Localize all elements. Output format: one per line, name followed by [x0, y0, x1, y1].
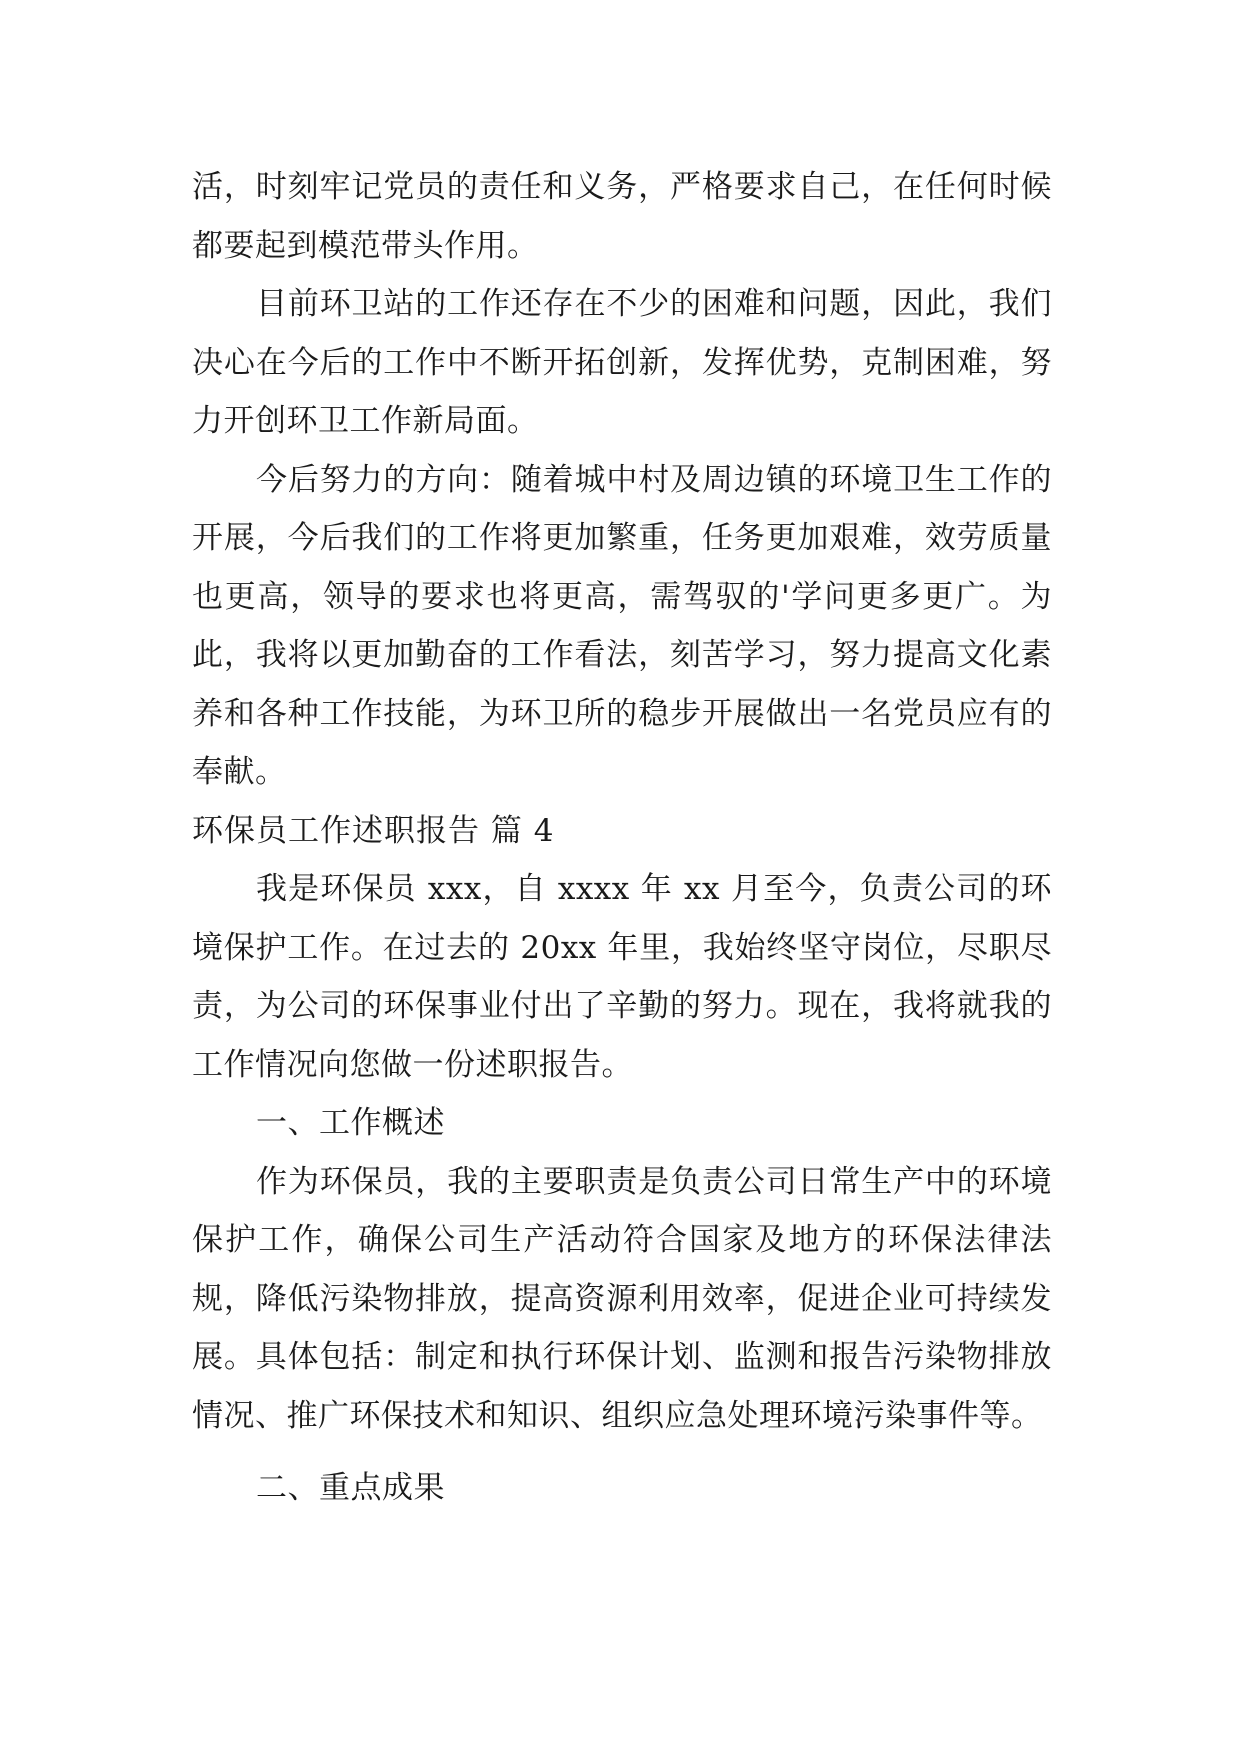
section-title-report-4: 环保员工作述职报告 篇 4: [192, 812, 555, 849]
paragraph-continuation: 活，时刻牢记党员的责任和义务，严格要求自己，在任何时候都要起到模范带头作用。: [192, 169, 1052, 264]
subheading-key-achievements: 二、重点成果: [256, 1470, 445, 1506]
document-body: [192, 158, 1052, 1518]
paragraph-difficulties: 目前环卫站的工作还存在不少的困难和问题，因此，我们决心在今后的工作中不断开拓创新，发挥优势，克制困难，努力开创环卫工作新局面。: [192, 286, 1052, 439]
paragraph-future-direction: 今后努力的方向：随着城中村及周边镇的环境卫生工作的开展，今后我们的工作将更加繁重，任务更加艰难，效劳质量也更高，领导的要求也将更高，需驾驭的'学问更多更广。为此，我将以更加勤奋的工作看法，刻苦学习，努力提高文化素养和各种工作技能，为环卫所的稳步开展做出一名党员应有的奉献。: [192, 461, 1052, 790]
paragraph-introduction: 我是环保员 xxx，自 xxxx 年 xx 月至今，负责公司的环境保护工作。在过去的 20xx 年里，我始终坚守岗位，尽职尽责，为公司的环保事业付出了辛勤的努力。现在，我将就我的工作情况向您做一份述职报告。: [192, 871, 1052, 1083]
paragraph-responsibilities: 作为环保员，我的主要职责是负责公司日常生产中的环境保护工作，确保公司生产活动符合国家及地方的环保法律法规，降低污染物排放，提高资源利用效率，促进企业可持续发展。具体包括：制定和执行环保计划、监测和报告污染物排放情况、推广环保技术和知识、组织应急处理环境污染事件等。: [192, 1163, 1052, 1434]
subheading-work-overview: 一、工作概述: [256, 1105, 445, 1141]
